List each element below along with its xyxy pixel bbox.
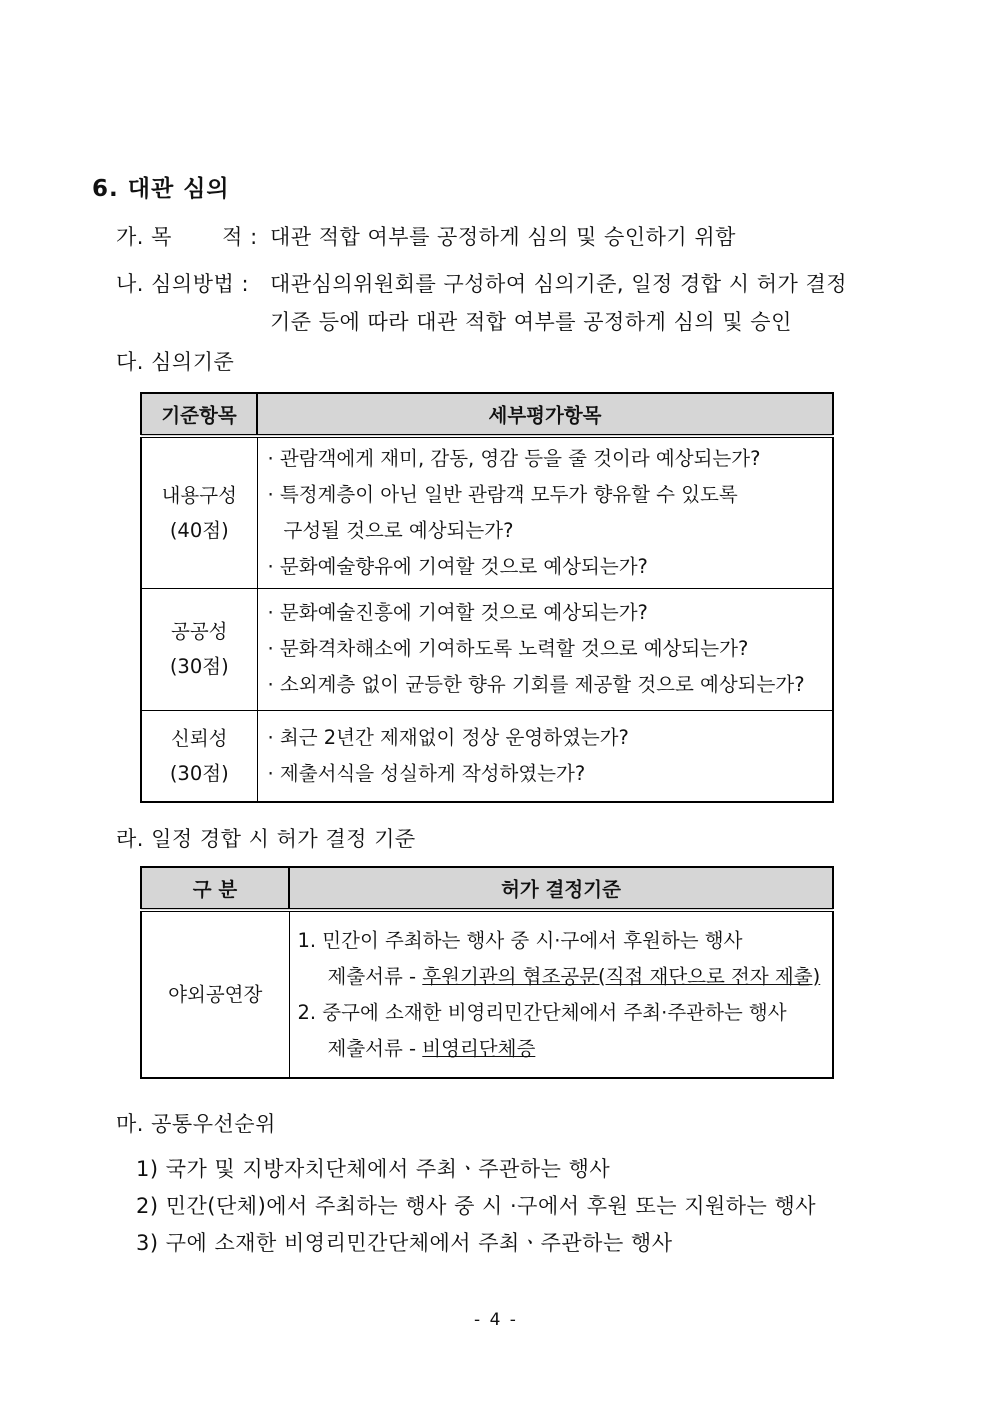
purpose-text: 대관 적합 여부를 공정하게 심의 및 승인하기 위함 — [270, 225, 736, 249]
table-row — [141, 910, 833, 1078]
criteria-table — [140, 392, 834, 803]
criteria-category-cell — [141, 710, 257, 802]
conflict-item-1: 1. 민간이 주최하는 행사 중 시·구에서 후원하는 행사 — [297, 928, 743, 952]
criteria-item: · 문화예술향유에 기여할 것으로 예상되는가? — [267, 554, 648, 578]
conflict-header-criteria: 허가 결정기준 — [289, 867, 833, 910]
criteria-header-category: 기준항목 — [141, 393, 257, 436]
page-number: - 4 - — [474, 1310, 518, 1330]
criteria-item: · 문화격차해소에 기여하도록 노력할 것으로 예상되는가? — [267, 637, 749, 660]
conflict-items-cell — [289, 910, 833, 1078]
priority-item: 2) 민간(단체)에서 주최하는 행사 중 시 ·구에서 후원 또는 지원하는 행사 — [136, 1194, 817, 1218]
criteria-item: · 특정계층이 아닌 일반 관람객 모두가 향유할 수 있도록 — [267, 482, 738, 506]
priority-item: 3) 구에 소재한 비영리민간단체에서 주최ㆍ주관하는 행사 — [136, 1231, 673, 1255]
criteria-item: · 소외계층 없이 균등한 향유 기회를 제공할 것으로 예상되는가? — [267, 673, 805, 696]
table-row — [141, 588, 833, 710]
criteria-points: (30점) — [169, 655, 229, 678]
criteria-category: 공공성 — [170, 620, 228, 643]
criteria-item: · 문화예술진흥에 기여할 것으로 예상되는가? — [267, 601, 648, 624]
criteria-points: (40점) — [169, 518, 229, 542]
criteria-items-cell — [257, 436, 833, 588]
table-row — [141, 710, 833, 802]
conflict-item-2: 2. 중구에 소재한 비영리민간단체에서 주최·주관하는 행사 — [297, 1000, 787, 1024]
docs-prefix: 제출서류 - — [327, 964, 423, 988]
criteria-header-detail: 세부평가항목 — [257, 393, 833, 436]
criteria-category: 내용구성 — [161, 483, 237, 507]
required-document: 비영리단체증 — [422, 1036, 536, 1060]
criteria-category-cell — [141, 436, 257, 588]
method-text-1: 대관심의위원회를 구성하여 심의기준, 일정 경합 시 허가 결정 — [270, 272, 848, 296]
criteria-category-cell — [141, 588, 257, 710]
docs-prefix: 제출서류 - — [327, 1036, 423, 1060]
conflict-title: 라. 일정 경합 시 허가 결정 기준 — [116, 827, 416, 851]
priority-item: 1) 국가 및 지방자치단체에서 주최ㆍ주관하는 행사 — [136, 1157, 611, 1181]
criteria-title: 다. 심의기준 — [116, 350, 235, 374]
conflict-item-2-docs — [298, 1031, 833, 1067]
method-line-1 — [116, 268, 847, 298]
required-document: 후원기관의 협조공문(직접 재단으로 전자 제출) — [422, 964, 821, 988]
conflict-header-category: 구 분 — [141, 867, 289, 910]
criteria-category: 신뢰성 — [170, 726, 228, 750]
criteria-item: · 제출서식을 성실하게 작성하였는가? — [267, 761, 586, 785]
criteria-item-continued: 구성될 것으로 예상되는가? — [283, 518, 514, 542]
criteria-items-cell — [257, 710, 833, 802]
criteria-points: (30점) — [169, 761, 229, 785]
conflict-category-cell: 야외공연장 — [141, 910, 289, 1078]
criteria-items-cell — [257, 588, 833, 710]
conflict-table — [140, 866, 834, 1079]
section-heading: 6. 대관 심의 — [92, 176, 230, 202]
conflict-item-1-docs — [298, 959, 833, 995]
purpose-line — [116, 221, 736, 251]
criteria-header-row — [141, 393, 833, 436]
method-label: 나. 심의방법 : — [116, 272, 250, 296]
table-row — [141, 436, 833, 588]
conflict-header-row — [141, 867, 833, 910]
method-text-2: 기준 등에 따라 대관 적합 여부를 공정하게 심의 및 승인 — [270, 310, 792, 334]
purpose-label: 가. 목 적 : — [116, 225, 258, 249]
criteria-item: · 관람객에게 재미, 감동, 영감 등을 줄 것이라 예상되는가? — [267, 446, 761, 470]
priority-title: 마. 공통우선순위 — [116, 1112, 276, 1136]
criteria-item: · 최근 2년간 제재없이 정상 운영하였는가? — [267, 725, 629, 749]
